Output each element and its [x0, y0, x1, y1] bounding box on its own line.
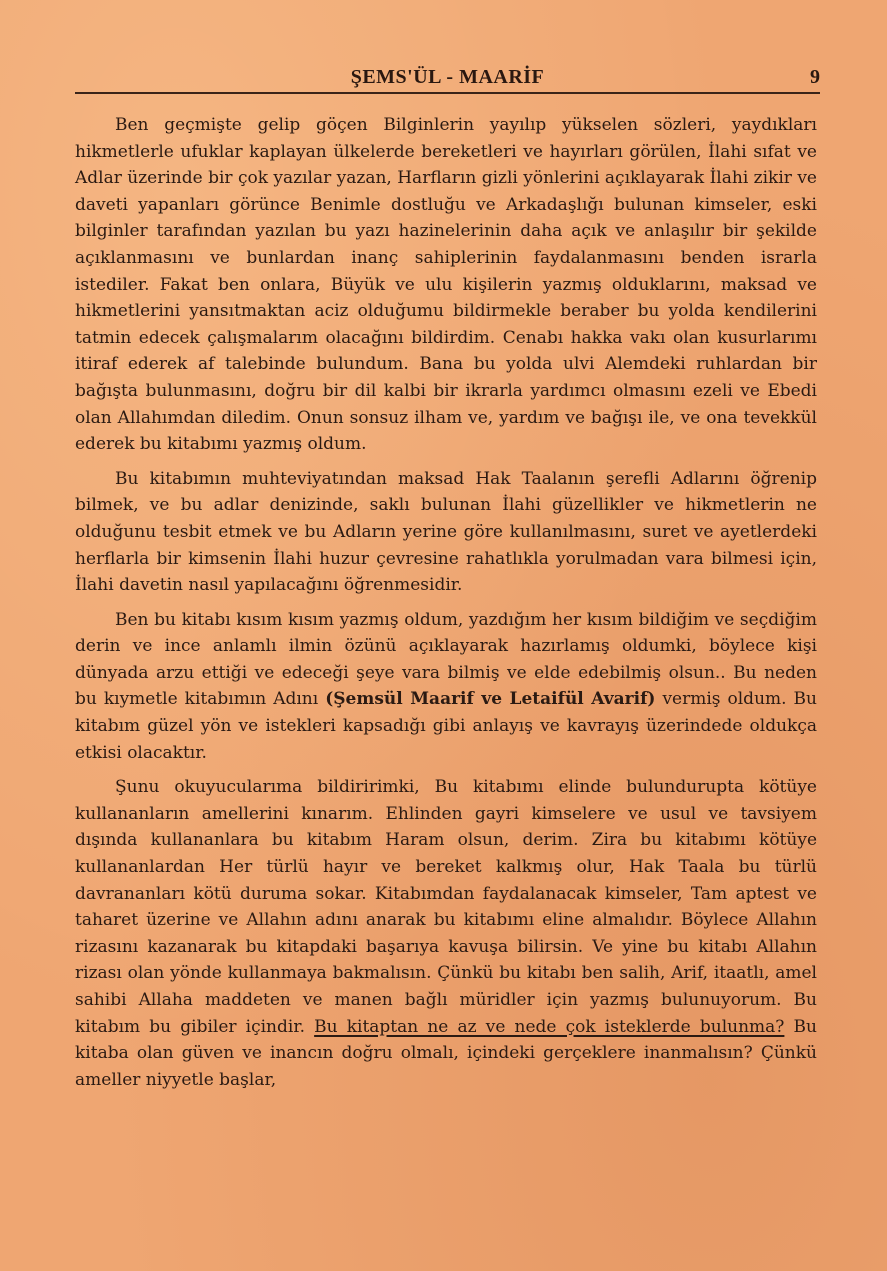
paragraph-3-text-after: vermiş oldum. Bu kitabım güzel yön ve istekleri kapsadığı gibi anlayış ve kavrayış üzerindede oldukça etkisi olacaktır.	[75, 689, 817, 763]
paragraph-3	[75, 607, 817, 767]
paragraph-2: Bu kitabımın muhteviyatından maksad Hak Taalanın şerefli Adlarını öğrenip bilmek, ve bu adlar denizinde, saklı bulunan İlahi güzellikler ve hikmetlerin ne olduğunu tesbit etmek ve bu Adların yerine göre kullanılmasını, suret ve ayetlerdeki herflarla bir kimsenin İlahi huzur çevresine rahatlıkla yorulmadan vara bilmesi için, İlahi davetin nasıl yapılacağını öğrenmesidir.	[75, 468, 817, 596]
underlined-passage: Bu kitaptan ne az ve nede çok isteklerde bulunma?	[314, 1016, 785, 1037]
body-text	[75, 112, 817, 1093]
book-title-reference: (Şemsül Maarif ve Letaifül Avarif)	[325, 689, 656, 710]
paragraph-1: Ben geçmişte gelip göçen Bilginlerin yayılıp yükselen sözleri, yaydıkları hikmetlerle ufuklar kaplayan ülkelerde bereketleri ve hayırları görülen, İlahi sıfat ve Adlar üzerinde bir çok yazılar yazan, Harfların gizli yönlerini açıklayarak İlahi zikir ve daveti yapanları görünce Benimle dostluğu ve Arkadaşlığı bulunan kimseler, eski bilginler tarafından yazılan bu yazı hazinelerinin daha açık ve anlaşılır bir şekilde açıklanmasını ve bunlardan inanç sahiplerinin faydalanmasını benden israrla istediler. Fakat ben onlara, Büyük ve ulu kişilerin yazmış olduklarını, maksad ve hikmetlerini yansıtmaktan aciz olduğumu bildirmekle beraber bu yolda kendilerini tatmin edecek çalışmalarım olacağını bildirdim. Cenabı hakka vakı olan kusurlarımı itiraf ederek af talebinde bulundum. Bana bu yolda ulvi Alemdeki ruhlardan bir bağışta bulunmasını, doğru bir dil kalbi bir ikrarla yardımcı olmasını ezeli ve Ebedi olan Allahımdan diledim. Onun sonsuz ilham ve, yardım ve bağışı ile, ve ona tevekkül ederek bu kitabımı yazmış oldum.	[75, 115, 817, 455]
header-title: ŞEMS'ÜL - MAARİF	[350, 66, 545, 88]
paragraph-4-text-after: Bu kitaba olan güven ve inancın doğru olmalı, içindeki gerçeklere inanmalısın? Çünkü ameller niyyetle başlar,	[75, 1016, 817, 1090]
page-number: 9	[810, 66, 820, 88]
paragraph-4-text-before: Şunu okuyucularıma bildiririmki, Bu kitabımı elinde bulundurupta kötüye kullananların amellerini kınarım. Ehlinden gayri kimselere ve usul ve tavsiyem dışında kullananlara bu kitabım Haram olsun, derim. Zira bu kitabımı kötüye kullananlardan Her türlü hayır ve bereket kalkmış olur, Hak Taala bu türlü davrananları kötü duruma sokar. Kitabımdan faydalanacak kimseler, Tam aptest ve taharet üzerine ve Allahın adını anarak bu kitabımı eline almalıdır. Böylece Allahın rizasını kazanarak bu kitapdaki başarıya kavuşa bilirsin. Ve yine bu kitabı Allahın rizası olan yönde kullanmaya bakmalısın. Çünkü bu kitabı ben salih, Arif, itaatlı, amel sahibi Allaha maddeten ve manen bağlı müridler için yazmış bulunuyorum. Bu kitabım bu gibiler içindir.	[75, 777, 817, 1037]
paragraph-3-text-before: Ben bu kitabı kısım kısım yazmış oldum, yazdığım her kısım bildiğim ve seçdiğim derin ve ince anlamlı ilmin özünü açıklayarak hazırlamış oldumki, böylece kişi dünyada arzu ettiği ve edeceği şeye vara bilmiş ve elde edebilmiş olsun.. Bu neden bu kıymetle kitabımın Adını	[75, 609, 817, 710]
paragraph-4	[75, 774, 817, 1093]
running-header	[75, 62, 820, 96]
header-rule	[75, 92, 820, 94]
